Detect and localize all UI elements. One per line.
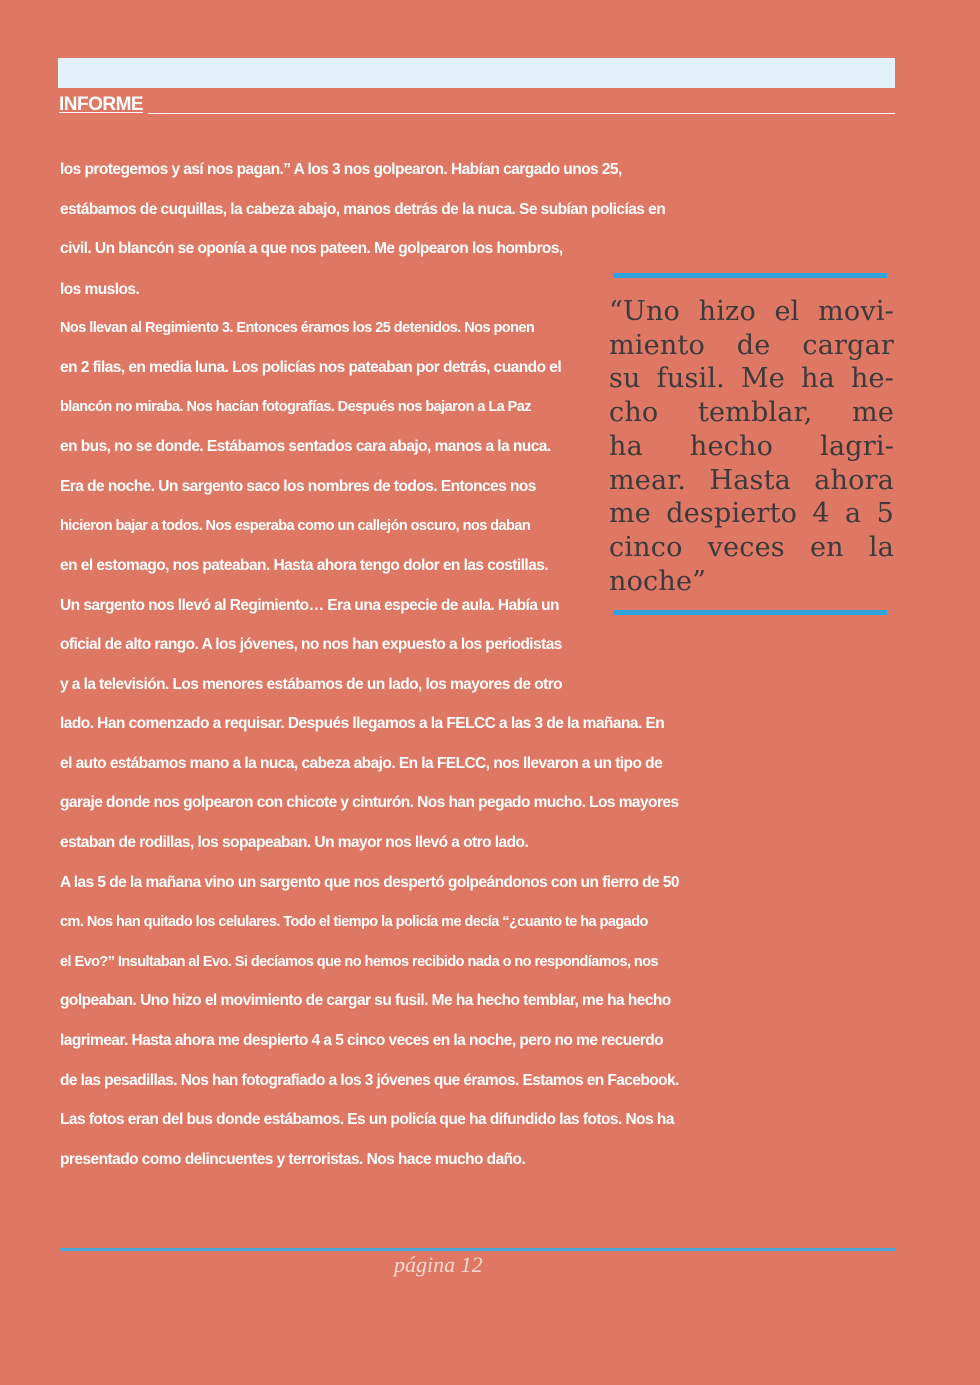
body-line: A las 5 de la mañana vino un sargento que nos despertó golpeándonos con un fierro de 50 xyxy=(60,874,679,891)
pull-quote-line: cho temblar, me xyxy=(609,397,894,429)
body-line: garaje donde nos golpearon con chicote y cinturón. Nos han pegado mucho. Los mayores xyxy=(60,794,679,811)
body-line: en 2 filas, en media luna. Los policías nos pateaban por detrás, cuando el xyxy=(60,359,562,376)
pull-quote-line: cinco veces en la xyxy=(609,531,894,563)
body-line: presentado como delincuentes y terroristas. Nos hace mucho daño. xyxy=(60,1151,526,1168)
body-line: Nos llevan al Regimiento 3. Entonces éramos los 25 detenidos. Nos ponen xyxy=(60,320,535,336)
pull-quote xyxy=(609,295,894,598)
body-line: Las fotos eran del bus donde estábamos. Es un policía que ha difundido las fotos. Nos ha xyxy=(60,1111,674,1128)
body-line: golpeaban. Uno hizo el movimiento de cargar su fusil. Me ha hecho temblar, me ha hecho xyxy=(60,992,671,1009)
body-line: lado. Han comenzado a requisar. Después llegamos a la FELCC a las 3 de la mañana. En xyxy=(60,715,665,732)
body-line: Un sargento nos llevó al Regimiento… Era una especie de aula. Había un xyxy=(60,597,559,614)
body-line: blancón no miraba. Nos hacían fotografías. Después nos bajaron a La Paz xyxy=(60,399,531,415)
section-divider xyxy=(148,113,895,114)
body-line: en el estomago, nos pateaban. Hasta ahora tengo dolor en las costillas. xyxy=(60,557,549,574)
pull-quote-line: miento de cargar xyxy=(609,329,894,361)
section-label: INFORME xyxy=(59,94,144,115)
body-line: oficial de alto rango. A los jóvenes, no nos han expuesto a los periodistas xyxy=(60,636,562,653)
body-line: estaban de rodillas, los sopapeaban. Un mayor nos llevó a otro lado. xyxy=(60,834,529,851)
pull-quote-top-rule xyxy=(613,273,887,278)
body-line: de las pesadillas. Nos han fotografiado a los 3 jóvenes que éramos. Estamos en Facebook. xyxy=(60,1072,679,1089)
pull-quote-line: mear. Hasta ahora xyxy=(609,464,894,496)
body-line: los muslos. xyxy=(60,281,140,298)
body-line: en bus, no se donde. Estábamos sentados cara abajo, manos a la nuca. xyxy=(60,438,551,455)
body-line: los protegemos y así nos pagan.” A los 3 nos golpearon. Habían cargado unos 25, xyxy=(60,161,622,178)
pull-quote-line: me despierto 4 a 5 xyxy=(609,498,894,530)
body-line: hicieron bajar a todos. Nos esperaba como un callejón oscuro, nos daban xyxy=(60,518,531,534)
pull-quote-bottom-rule xyxy=(613,610,887,615)
body-line: civil. Un blancón se oponía a que nos pateen. Me golpearon los hombros, xyxy=(60,240,563,257)
body-line: cm. Nos han quitado los celulares. Todo el tiempo la policía me decía “¿cuanto te ha pagado xyxy=(60,914,648,930)
body-line: el Evo?” Insultaban al Evo. Si decíamos que no hemos recibido nada o no respondíamos, nos xyxy=(60,954,659,970)
body-line: estábamos de cuquillas, la cabeza abajo, manos detrás de la nuca. Se subían policías en xyxy=(60,201,666,218)
body-line: Era de noche. Un sargento saco los nombres de todos. Entonces nos xyxy=(60,478,536,495)
footer-divider xyxy=(59,1248,895,1251)
body-line: lagrimear. Hasta ahora me despierto 4 a 5 cinco veces en la noche, pero no me recuerdo xyxy=(60,1032,664,1049)
pull-quote-line: su fusil. Me ha he- xyxy=(609,363,894,395)
pull-quote-line: ha hecho lagri- xyxy=(609,430,894,462)
header-band xyxy=(58,58,895,88)
page-number: página 12 xyxy=(394,1252,483,1277)
body-line: y a la televisión. Los menores estábamos de un lado, los mayores de otro xyxy=(60,676,563,693)
body-line: el auto estábamos mano a la nuca, cabeza abajo. En la FELCC, nos llevaron a un tipo de xyxy=(60,755,663,772)
pull-quote-line: noche” xyxy=(609,565,707,597)
pull-quote-line: “Uno hizo el movi- xyxy=(609,296,894,327)
